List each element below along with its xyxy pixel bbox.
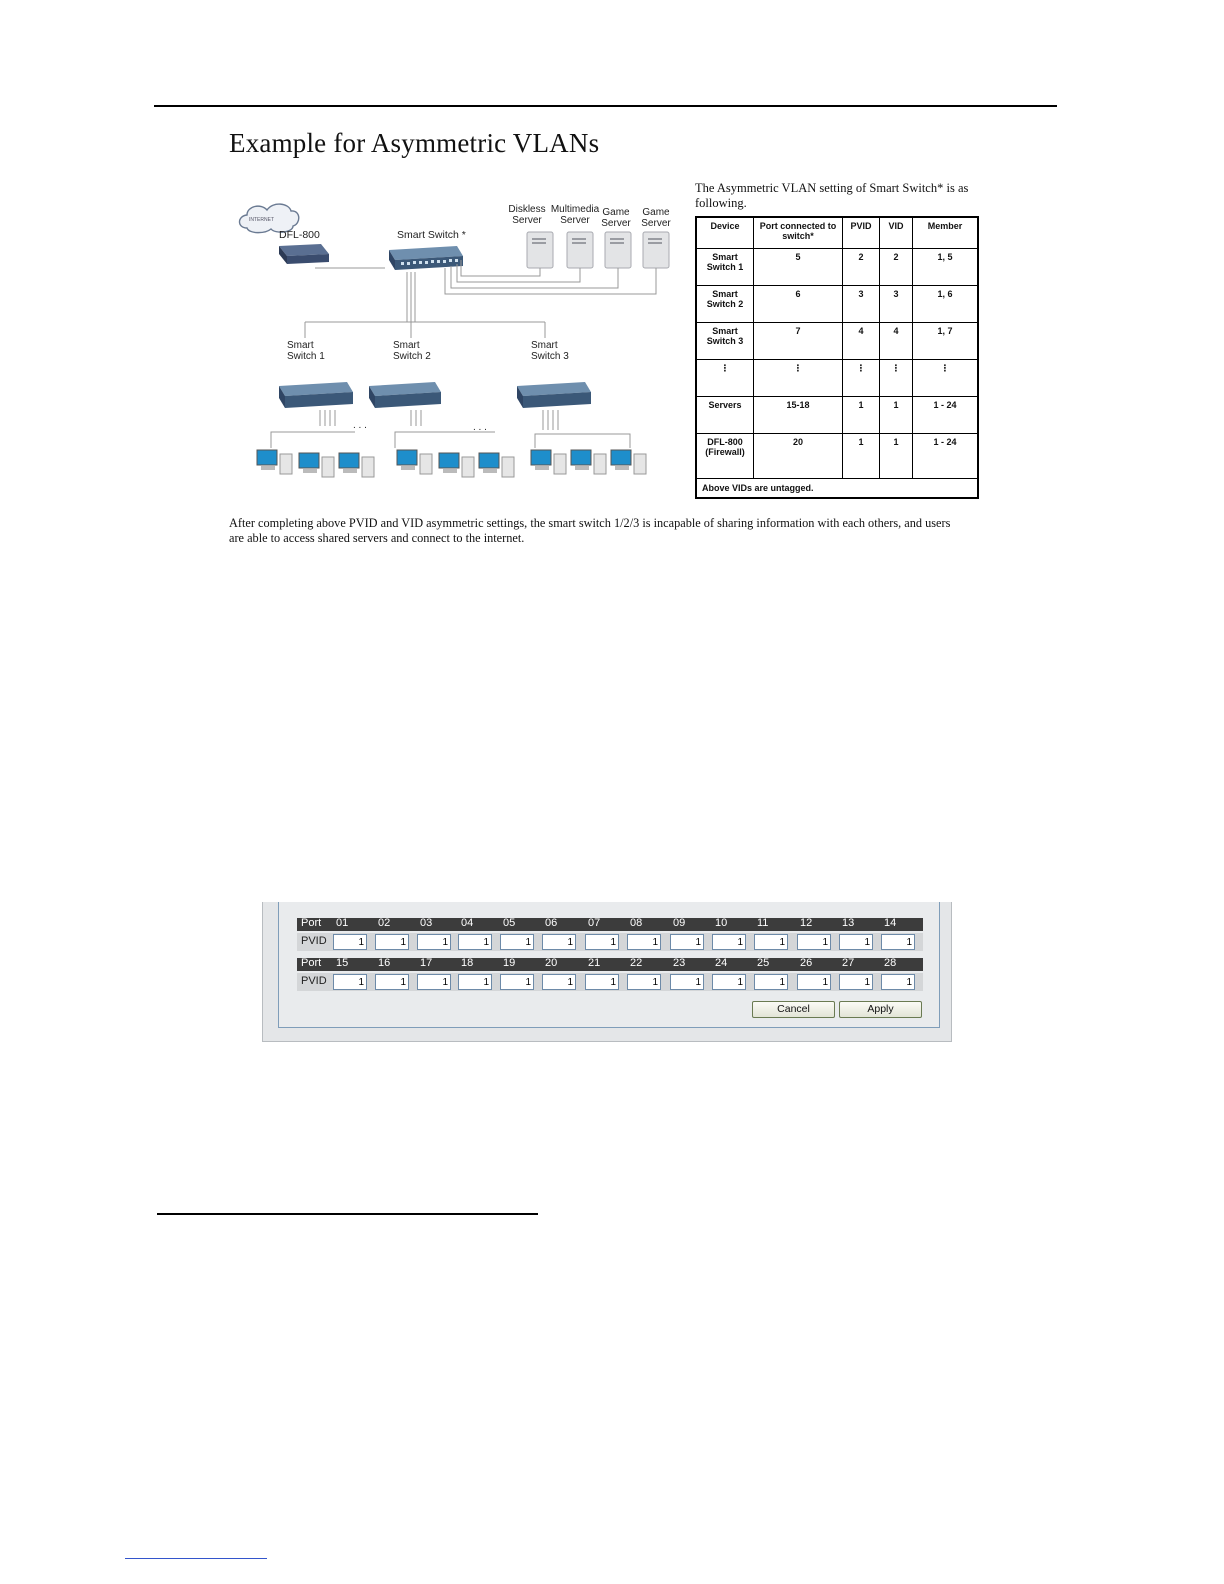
apply-button[interactable]: Apply bbox=[839, 1001, 922, 1018]
table-cell: 20 bbox=[754, 434, 843, 479]
ellipsis-label: . . . bbox=[473, 422, 487, 433]
port-number: 27 bbox=[842, 957, 855, 969]
port-number: 21 bbox=[588, 957, 601, 969]
workstation-icons bbox=[257, 450, 646, 477]
table-cell: Smart Switch 3 bbox=[696, 323, 754, 360]
port-number: 08 bbox=[630, 917, 643, 929]
table-row bbox=[696, 397, 978, 434]
table-cell: 6 bbox=[754, 286, 843, 323]
port-number: 20 bbox=[545, 957, 558, 969]
port-number: 09 bbox=[673, 917, 686, 929]
table-cell: 1 bbox=[843, 397, 880, 434]
table-cell: 15-18 bbox=[754, 397, 843, 434]
port-header-row-1 bbox=[297, 918, 923, 931]
port-number: 19 bbox=[503, 957, 516, 969]
port-number: 23 bbox=[673, 957, 686, 969]
table-header-row bbox=[696, 217, 978, 249]
port-number: 03 bbox=[420, 917, 433, 929]
table-cell: 2 bbox=[880, 249, 913, 286]
table-cell: 1, 6 bbox=[913, 286, 979, 323]
table-header: Port connected to switch* bbox=[754, 217, 843, 249]
pvid-input[interactable] bbox=[627, 974, 661, 990]
firewall-icon bbox=[279, 244, 329, 264]
pvid-input[interactable] bbox=[458, 974, 492, 990]
switch-label: Smart Switch 3 bbox=[531, 340, 569, 362]
pvid-input[interactable] bbox=[375, 934, 409, 950]
table-cell: 7 bbox=[754, 323, 843, 360]
ellipsis-label: . . . bbox=[353, 420, 367, 431]
table-cell: 1 - 24 bbox=[913, 434, 979, 479]
table-cell: 1 bbox=[880, 434, 913, 479]
pvid-row-2 bbox=[297, 973, 923, 991]
port-number: 26 bbox=[800, 957, 813, 969]
table-cell: 1 - 24 bbox=[913, 397, 979, 434]
footer-link-underline bbox=[125, 1558, 267, 1559]
server-label: Multimedia Server bbox=[550, 204, 600, 226]
pvid-input[interactable] bbox=[333, 934, 367, 950]
server-icons bbox=[527, 232, 669, 268]
port-number: 25 bbox=[757, 957, 770, 969]
pvid-input[interactable] bbox=[881, 934, 915, 950]
switch-label: Smart Switch 1 bbox=[287, 340, 325, 362]
port-number: 28 bbox=[884, 957, 897, 969]
edge-switch-icons bbox=[279, 382, 591, 408]
server-label: Diskless Server bbox=[508, 204, 546, 226]
pvid-input[interactable] bbox=[458, 934, 492, 950]
pvid-input[interactable] bbox=[797, 974, 831, 990]
port-number: 10 bbox=[715, 917, 728, 929]
pvid-input[interactable] bbox=[670, 974, 704, 990]
table-cell: 4 bbox=[880, 323, 913, 360]
footnote-rule bbox=[157, 1213, 538, 1215]
table-cell: 1, 5 bbox=[913, 249, 979, 286]
port-label: Port bbox=[301, 917, 322, 929]
port-number: 13 bbox=[842, 917, 855, 929]
pvid-input[interactable] bbox=[754, 934, 788, 950]
port-number: 16 bbox=[378, 957, 391, 969]
table-cell: ⋮ bbox=[880, 360, 913, 397]
table-cell: 4 bbox=[843, 323, 880, 360]
table-cell: 2 bbox=[843, 249, 880, 286]
port-number: 05 bbox=[503, 917, 516, 929]
table-cell: 3 bbox=[880, 286, 913, 323]
pvid-input[interactable] bbox=[712, 974, 746, 990]
pvid-input[interactable] bbox=[500, 974, 534, 990]
port-label: Port bbox=[301, 957, 322, 969]
port-number: 17 bbox=[420, 957, 433, 969]
table-header: PVID bbox=[843, 217, 880, 249]
table-cell: Smart Switch 2 bbox=[696, 286, 754, 323]
port-number: 06 bbox=[545, 917, 558, 929]
server-label: Game Server bbox=[641, 207, 671, 229]
table-cell: 1 bbox=[880, 397, 913, 434]
pvid-label: PVID bbox=[301, 975, 327, 987]
table-header: Member bbox=[913, 217, 979, 249]
header-rule bbox=[154, 105, 1057, 107]
pvid-input[interactable] bbox=[585, 974, 619, 990]
table-cell: Servers bbox=[696, 397, 754, 434]
vlan-settings-table bbox=[695, 216, 979, 499]
port-number: 04 bbox=[461, 917, 474, 929]
port-number: 07 bbox=[588, 917, 601, 929]
table-header: VID bbox=[880, 217, 913, 249]
page-title: Example for Asymmetric VLANs bbox=[229, 128, 600, 158]
network-diagram bbox=[235, 198, 675, 483]
pvid-input[interactable] bbox=[500, 934, 534, 950]
port-number: 14 bbox=[884, 917, 897, 929]
table-cell: 1 bbox=[843, 434, 880, 479]
port-number: 22 bbox=[630, 957, 643, 969]
table-header: Device bbox=[696, 217, 754, 249]
switch-label: Smart Switch 2 bbox=[393, 340, 431, 362]
table-footnote: Above VIDs are untagged. bbox=[696, 479, 978, 499]
pvid-input[interactable] bbox=[542, 934, 576, 950]
pvid-label: PVID bbox=[301, 935, 327, 947]
table-cell: DFL-800 (Firewall) bbox=[696, 434, 754, 479]
table-cell: Smart Switch 1 bbox=[696, 249, 754, 286]
cancel-button[interactable]: Cancel bbox=[752, 1001, 835, 1018]
table-cell: 3 bbox=[843, 286, 880, 323]
port-header-row-2 bbox=[297, 958, 923, 971]
pvid-input[interactable] bbox=[881, 974, 915, 990]
pvid-input[interactable] bbox=[585, 934, 619, 950]
core-switch-label: Smart Switch * bbox=[397, 229, 466, 241]
port-number: 01 bbox=[336, 917, 349, 929]
port-number: 24 bbox=[715, 957, 728, 969]
pvid-input[interactable] bbox=[375, 974, 409, 990]
pvid-row-1 bbox=[297, 933, 923, 951]
table-cell: 5 bbox=[754, 249, 843, 286]
firewall-label: DFL-800 bbox=[279, 229, 320, 241]
table-row bbox=[696, 286, 978, 323]
table-row bbox=[696, 323, 978, 360]
table-cell: 1, 7 bbox=[913, 323, 979, 360]
pvid-input[interactable] bbox=[754, 974, 788, 990]
table-row bbox=[696, 249, 978, 286]
server-label: Game Server bbox=[601, 207, 631, 229]
port-number: 02 bbox=[378, 917, 391, 929]
summary-paragraph: After completing above PVID and VID asymmetric settings, the smart switch 1/2/3 is incapable of sharing information with each others, and users are able to access shared servers and connect to the internet. bbox=[229, 516, 951, 545]
pvid-input[interactable] bbox=[417, 974, 451, 990]
table-cell: ⋮ bbox=[696, 360, 754, 397]
pvid-input[interactable] bbox=[670, 934, 704, 950]
cloud-label: INTERNET bbox=[249, 217, 274, 223]
pvid-input[interactable] bbox=[417, 934, 451, 950]
pvid-input[interactable] bbox=[333, 974, 367, 990]
pvid-input[interactable] bbox=[839, 974, 873, 990]
table-footer-row bbox=[696, 479, 978, 499]
intro-text: The Asymmetric VLAN setting of Smart Switch* is as following. bbox=[695, 181, 969, 210]
pvid-input[interactable] bbox=[542, 974, 576, 990]
table-cell: ⋮ bbox=[843, 360, 880, 397]
port-number: 18 bbox=[461, 957, 474, 969]
core-switch-icon bbox=[389, 246, 463, 270]
port-number: 11 bbox=[757, 917, 769, 929]
table-cell: ⋮ bbox=[754, 360, 843, 397]
pvid-input[interactable] bbox=[712, 934, 746, 950]
pvid-settings-panel bbox=[262, 902, 952, 1042]
pvid-input[interactable] bbox=[797, 934, 831, 950]
table-row bbox=[696, 360, 978, 397]
port-number: 15 bbox=[336, 957, 349, 969]
table-row bbox=[696, 434, 978, 479]
port-number: 12 bbox=[800, 917, 813, 929]
table-cell: ⋮ bbox=[913, 360, 979, 397]
pvid-input[interactable] bbox=[627, 934, 661, 950]
pvid-input[interactable] bbox=[839, 934, 873, 950]
